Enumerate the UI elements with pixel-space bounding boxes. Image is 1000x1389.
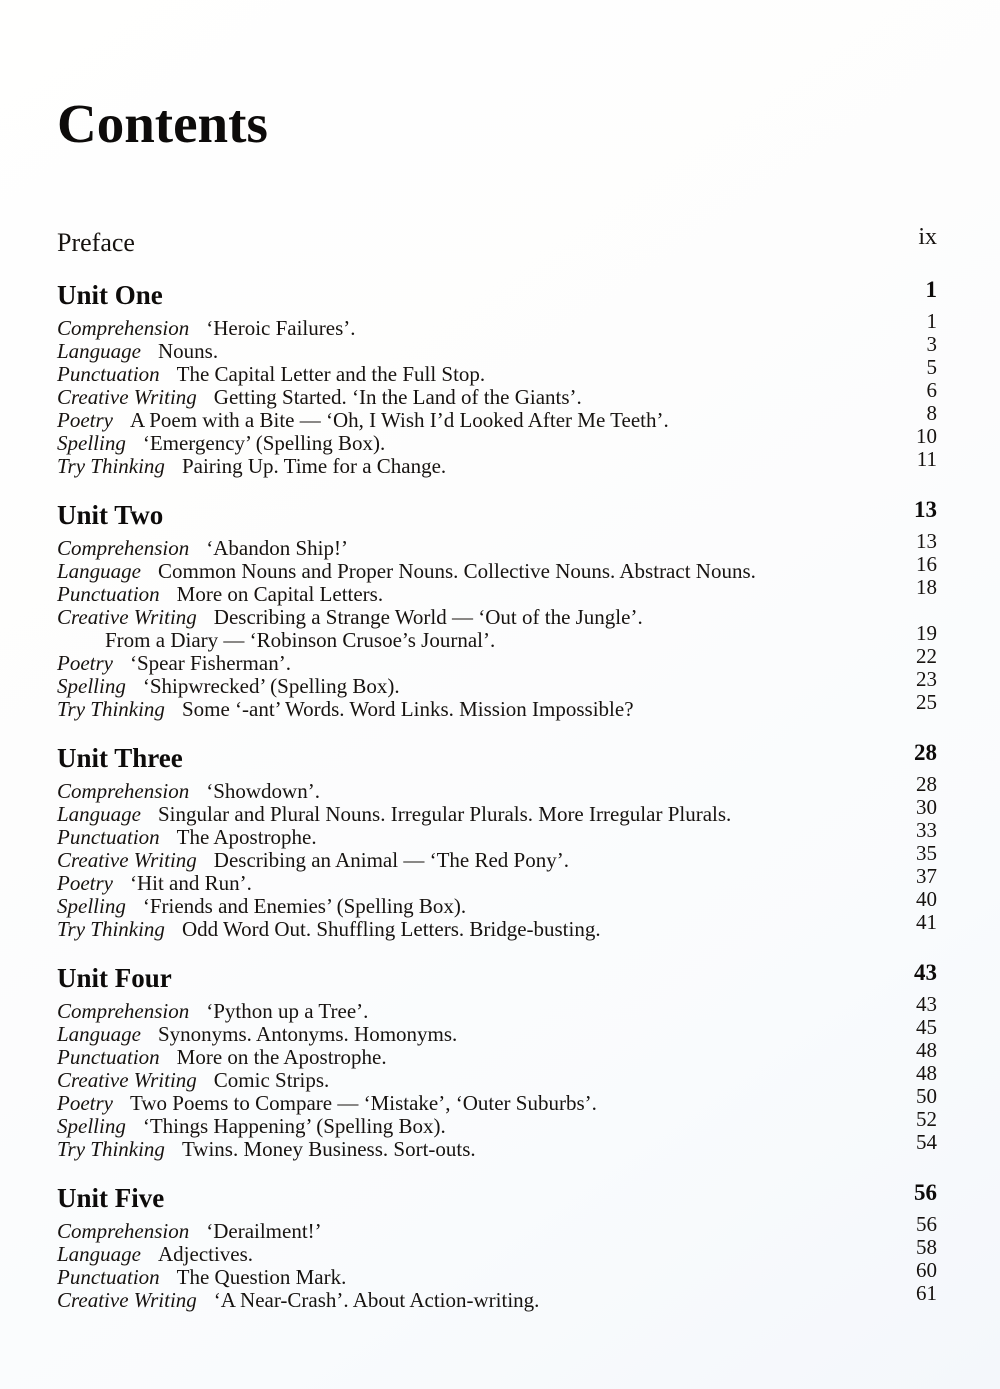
entry-page-number: 52 [916,1107,937,1131]
entry-page-number: 8 [926,401,937,425]
entry-category-label: Punctuation [57,362,160,386]
entry-page-number: 60 [916,1258,937,1282]
entry-page-number: 43 [916,992,937,1016]
entry-text [57,1000,368,1023]
entry-description: More on the Apostrophe. [176,1045,387,1069]
toc-entry-row [57,795,937,826]
entry-page-number: 56 [916,1212,937,1236]
entry-text [57,1289,539,1312]
toc-entry-row [57,401,937,432]
unit-page-number: 43 [914,960,937,985]
units-list [57,277,937,1312]
entry-description: Adjectives. [158,1242,254,1266]
entry-text [57,606,643,629]
entry-category-label: Punctuation [57,1045,160,1069]
entry-category-label: Spelling [57,674,126,698]
entry-category-label: Comprehension [57,779,190,803]
entry-description: Synonyms. Antonyms. Homonyms. [158,1022,458,1046]
preface-page-number: ix [918,224,937,250]
toc-entry-row [57,1015,937,1046]
entry-page-number: 28 [916,772,937,796]
entry-description: Singular and Plural Nouns. Irregular Plurals. More Irregular Plurals. [158,802,732,826]
entry-text [57,340,218,363]
entry-category-label: Punctuation [57,825,160,849]
entry-text [57,675,400,698]
toc-entry-row [57,621,937,652]
entry-text [57,409,669,432]
toc-entry-row [57,332,937,363]
entry-text [57,780,320,803]
entry-text [57,1046,387,1069]
entry-page-number: 54 [916,1130,937,1154]
entry-page-number: 35 [916,841,937,865]
entry-category-label: Punctuation [57,1265,160,1289]
entry-category-label: Try Thinking [57,697,165,721]
entry-text [57,317,356,340]
entry-text [57,1115,446,1138]
toc-entry-row [57,772,937,803]
entry-page-number: 30 [916,795,937,819]
entry-description: ‘Abandon Ship!’ [206,536,348,560]
entry-description: More on Capital Letters. [176,582,384,606]
unit-title-row [57,740,937,773]
toc-entry-row [57,1038,937,1069]
toc-entry-row [57,1084,937,1115]
toc-entry-row [57,447,937,478]
toc-entry-row [57,1258,937,1289]
toc-entry-row [57,818,937,849]
entry-text [57,537,348,560]
entry-page-number: 48 [916,1038,937,1062]
entry-category-label: Poetry [57,871,113,895]
entry-category-label: Creative Writing [57,1068,197,1092]
entry-description: ‘Python up a Tree’. [206,999,369,1023]
entry-category-label: Poetry [57,1091,113,1115]
entry-category-label: Language [57,1242,141,1266]
entry-page-number: 1 [926,309,937,333]
toc-entry-row [57,1061,937,1092]
entry-page-number: 6 [926,378,937,402]
entry-category-label: Punctuation [57,582,160,606]
entry-page-number: 11 [916,447,937,471]
entry-text [57,1266,346,1289]
toc-entry-row [57,1281,937,1312]
entry-category-label: Spelling [57,431,126,455]
entry-page-number: 10 [916,424,937,448]
toc-entry-row [57,309,937,340]
preface-row [57,224,937,258]
entry-text [57,849,569,872]
entry-category-label: Try Thinking [57,917,165,941]
entry-text [57,1023,457,1046]
toc-entry-row [57,864,937,895]
unit-section [57,1180,937,1312]
toc-entry-row [57,529,937,560]
entry-description: Describing an Animal — ‘The Red Pony’. [213,848,569,872]
entry-category-label: Comprehension [57,999,190,1023]
unit-section [57,740,937,941]
toc-entry-row [57,378,937,409]
entry-text [57,1092,597,1115]
entry-description: ‘Things Happening’ (Spelling Box). [142,1114,446,1138]
toc-entry-row [57,1212,937,1243]
entry-text [57,432,385,455]
entry-page-number: 48 [916,1061,937,1085]
entry-category-label: Comprehension [57,1219,190,1243]
unit-title: Unit One [57,280,163,310]
entry-page-number: 41 [916,910,937,934]
entry-text [57,629,495,652]
entry-page-number: 61 [916,1281,937,1305]
entry-description: Describing a Strange World — ‘Out of the Jungle’. [213,605,643,629]
entry-category-label: Comprehension [57,536,190,560]
toc-entry-row [57,887,937,918]
entry-page-number: 22 [916,644,937,668]
preface-label: Preface [57,228,135,257]
entry-page-number: 50 [916,1084,937,1108]
unit-section [57,497,937,721]
entry-description: From a Diary — ‘Robinson Crusoe’s Journal’. [105,628,496,652]
unit-title-row [57,497,937,530]
entry-description: ‘Friends and Enemies’ (Spelling Box). [142,894,467,918]
entry-description: ‘Shipwrecked’ (Spelling Box). [142,674,400,698]
toc-entry-row [57,575,937,606]
unit-title: Unit Five [57,1183,165,1213]
toc-entry-row [57,992,937,1023]
unit-page-number: 56 [914,1180,937,1205]
entry-description: The Question Mark. [176,1265,347,1289]
entry-category-label: Creative Writing [57,1288,197,1312]
entry-category-label: Spelling [57,1114,126,1138]
entry-page-number: 40 [916,887,937,911]
entry-text [57,826,317,849]
entry-description: ‘A Near-Crash’. About Action-writing. [213,1288,540,1312]
entry-text [57,1069,329,1092]
entry-category-label: Spelling [57,894,126,918]
entry-category-label: Language [57,1022,141,1046]
entry-description: ‘Spear Fisherman’. [129,651,291,675]
entry-description: ‘Hit and Run’. [129,871,252,895]
entry-page-number: 18 [916,575,937,599]
toc-entry-row [57,644,937,675]
entry-text [57,560,756,583]
entry-category-label: Comprehension [57,316,190,340]
entry-description: Odd Word Out. Shuffling Letters. Bridge-busting. [181,917,601,941]
toc-entry-row [57,355,937,386]
unit-section [57,277,937,478]
entry-page-number: 19 [916,621,937,645]
entry-category-label: Creative Writing [57,605,197,629]
entry-category-label: Poetry [57,408,113,432]
entry-description: Common Nouns and Proper Nouns. Collective Nouns. Abstract Nouns. [158,559,756,583]
unit-page-number: 13 [914,497,937,522]
entry-description: The Apostrophe. [176,825,317,849]
entry-category-label: Try Thinking [57,454,165,478]
entry-text [57,803,731,826]
entry-page-number: 25 [916,690,937,714]
entry-text [57,583,383,606]
entry-category-label: Language [57,339,141,363]
entry-text [57,652,291,675]
entry-description: Comic Strips. [213,1068,330,1092]
entry-page-number: 5 [926,355,937,379]
entry-text [57,895,466,918]
unit-title-row [57,1180,937,1213]
page-title: Contents [57,93,268,154]
entry-page-number: 3 [926,332,937,356]
entry-category-label: Creative Writing [57,385,197,409]
entry-category-label: Language [57,802,141,826]
toc-entry-row [57,841,937,872]
toc-entry-row [57,606,937,629]
entry-page-number: 58 [916,1235,937,1259]
unit-page-number: 28 [914,740,937,765]
entry-description: ‘Emergency’ (Spelling Box). [142,431,386,455]
entry-text [57,872,252,895]
entry-description: ‘Derailment!’ [206,1219,322,1243]
entry-text [57,698,634,721]
entry-text [57,918,601,941]
entry-description: Two Poems to Compare — ‘Mistake’, ‘Outer Suburbs’. [129,1091,597,1115]
toc-entry-row [57,1107,937,1138]
entry-description: Nouns. [158,339,219,363]
entry-description: Twins. Money Business. Sort-outs. [181,1137,476,1161]
toc-entry-row [57,1130,937,1161]
entry-description: Some ‘-ant’ Words. Word Links. Mission Impossible? [181,697,634,721]
toc-entry-row [57,667,937,698]
entry-page-number: 16 [916,552,937,576]
unit-section [57,960,937,1161]
toc-entry-row [57,552,937,583]
entry-description: Getting Started. ‘In the Land of the Giants’. [213,385,582,409]
toc-entry-row [57,424,937,455]
entry-page-number: 33 [916,818,937,842]
entry-category-label: Try Thinking [57,1137,165,1161]
toc-entry-row [57,1235,937,1266]
entry-text [57,1220,322,1243]
entry-description: Pairing Up. Time for a Change. [181,454,447,478]
entry-category-label: Poetry [57,651,113,675]
entry-text [57,386,582,409]
entry-page-number: 37 [916,864,937,888]
entry-page-number: 23 [916,667,937,691]
unit-title-row [57,960,937,993]
unit-title: Unit Four [57,963,172,993]
unit-title: Unit Two [57,500,164,530]
unit-title: Unit Three [57,743,183,773]
entry-description: ‘Heroic Failures’. [206,316,356,340]
unit-page-number: 1 [925,277,937,302]
entry-category-label: Language [57,559,141,583]
entry-page-number: 13 [916,529,937,553]
entry-text [57,1138,476,1161]
entry-category-label: Creative Writing [57,848,197,872]
unit-title-row [57,277,937,310]
toc-entry-row [57,910,937,941]
entry-description: ‘Showdown’. [206,779,320,803]
entry-description: The Capital Letter and the Full Stop. [176,362,486,386]
entry-text [57,1243,253,1266]
toc-entry-row [57,690,937,721]
entry-page-number: 45 [916,1015,937,1039]
entry-text [57,363,485,386]
entry-text [57,455,446,478]
entry-description: A Poem with a Bite — ‘Oh, I Wish I’d Looked After Me Teeth’. [129,408,669,432]
